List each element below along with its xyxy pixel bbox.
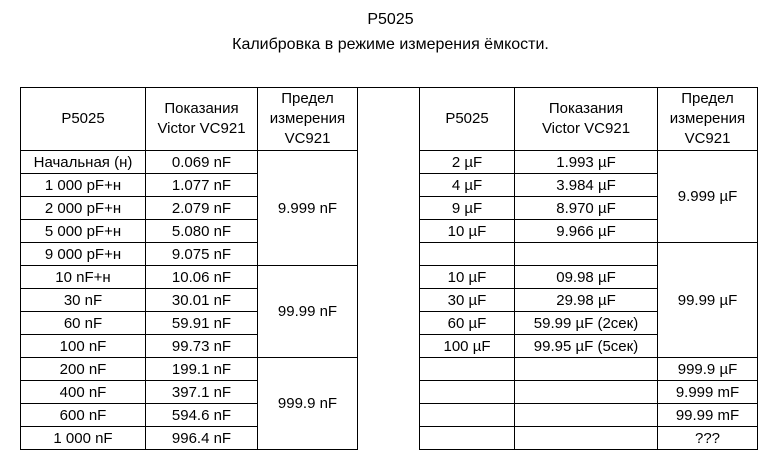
- cell-limit: 9.999 nF: [258, 151, 358, 266]
- cell-p5025: 9 000 pF+н: [21, 243, 146, 266]
- cell-p5025: 30 µF: [420, 289, 515, 312]
- cell-p5025: 4 µF: [420, 174, 515, 197]
- microfarad-table: [419, 87, 758, 450]
- cell-reading: 397.1 nF: [146, 381, 258, 404]
- table-row: [420, 427, 758, 450]
- cell-p5025: 2 µF: [420, 151, 515, 174]
- cell-p5025: [420, 358, 515, 381]
- cell-p5025: 400 nF: [21, 381, 146, 404]
- table-row: [420, 381, 758, 404]
- cell-reading: 99.73 nF: [146, 335, 258, 358]
- cell-reading: 5.080 nF: [146, 220, 258, 243]
- cell-p5025: 2 000 pF+н: [21, 197, 146, 220]
- cell-p5025: Начальная (н): [21, 151, 146, 174]
- cell-reading: 3.984 µF: [515, 174, 658, 197]
- cell-p5025: 100 nF: [21, 335, 146, 358]
- cell-reading: 59.91 nF: [146, 312, 258, 335]
- cell-reading: 59.99 µF (2сек): [515, 312, 658, 335]
- cell-limit: 99.99 mF: [658, 404, 758, 427]
- cell-p5025: [420, 427, 515, 450]
- cell-reading: 9.966 µF: [515, 220, 658, 243]
- cell-p5025: 10 µF: [420, 220, 515, 243]
- cell-reading: [515, 358, 658, 381]
- cell-p5025: 10 µF: [420, 266, 515, 289]
- cell-p5025: 5 000 pF+н: [21, 220, 146, 243]
- cell-reading: [515, 381, 658, 404]
- cell-reading: 10.06 nF: [146, 266, 258, 289]
- page-title: P5025: [367, 11, 414, 28]
- cell-reading: 0.069 nF: [146, 151, 258, 174]
- table-row: [420, 243, 758, 266]
- table-row: [21, 151, 358, 174]
- cell-reading: 29.98 µF: [515, 289, 658, 312]
- cell-p5025: 1 000 nF: [21, 427, 146, 450]
- page-subtitle: Калибровка в режиме измерения ёмкости.: [232, 36, 549, 53]
- cell-limit: 999.9 µF: [658, 358, 758, 381]
- cell-reading: 199.1 nF: [146, 358, 258, 381]
- header-limit: Предел измерения VC921: [658, 88, 758, 151]
- cell-p5025: 100 µF: [420, 335, 515, 358]
- cell-p5025: 60 µF: [420, 312, 515, 335]
- cell-reading: [515, 427, 658, 450]
- cell-reading: 9.075 nF: [146, 243, 258, 266]
- header-reading: Показания Victor VC921: [146, 88, 258, 151]
- header-p5025: P5025: [420, 88, 515, 151]
- cell-p5025: 600 nF: [21, 404, 146, 427]
- table-row: [420, 151, 758, 174]
- cell-reading: 996.4 nF: [146, 427, 258, 450]
- cell-reading: 1.077 nF: [146, 174, 258, 197]
- cell-limit: 9.999 µF: [658, 151, 758, 243]
- cell-p5025: [420, 404, 515, 427]
- table-row: [420, 404, 758, 427]
- cell-reading: 8.970 µF: [515, 197, 658, 220]
- cell-limit: 9.999 mF: [658, 381, 758, 404]
- cell-limit: 99.99 nF: [258, 266, 358, 358]
- header-limit: Предел измерения VC921: [258, 88, 358, 151]
- cell-p5025: 30 nF: [21, 289, 146, 312]
- table-row: [21, 358, 358, 381]
- cell-p5025: [420, 243, 515, 266]
- cell-reading: 1.993 µF: [515, 151, 658, 174]
- cell-p5025: 60 nF: [21, 312, 146, 335]
- cell-limit: ???: [658, 427, 758, 450]
- cell-p5025: 200 nF: [21, 358, 146, 381]
- cell-p5025: [420, 381, 515, 404]
- cell-limit: 99.99 µF: [658, 243, 758, 358]
- cell-p5025: 9 µF: [420, 197, 515, 220]
- cell-reading: [515, 404, 658, 427]
- nanofarad-table: [20, 87, 358, 450]
- cell-p5025: 10 nF+н: [21, 266, 146, 289]
- table-row: [420, 358, 758, 381]
- cell-p5025: 1 000 pF+н: [21, 174, 146, 197]
- cell-reading: 2.079 nF: [146, 197, 258, 220]
- cell-reading: 99.95 µF (5сек): [515, 335, 658, 358]
- header-p5025: P5025: [21, 88, 146, 151]
- header-reading: Показания Victor VC921: [515, 88, 658, 151]
- cell-limit: 999.9 nF: [258, 358, 358, 450]
- cell-reading: [515, 243, 658, 266]
- cell-reading: 09.98 µF: [515, 266, 658, 289]
- cell-reading: 30.01 nF: [146, 289, 258, 312]
- table-separator-line: [357, 87, 419, 88]
- cell-reading: 594.6 nF: [146, 404, 258, 427]
- table-row: [21, 266, 358, 289]
